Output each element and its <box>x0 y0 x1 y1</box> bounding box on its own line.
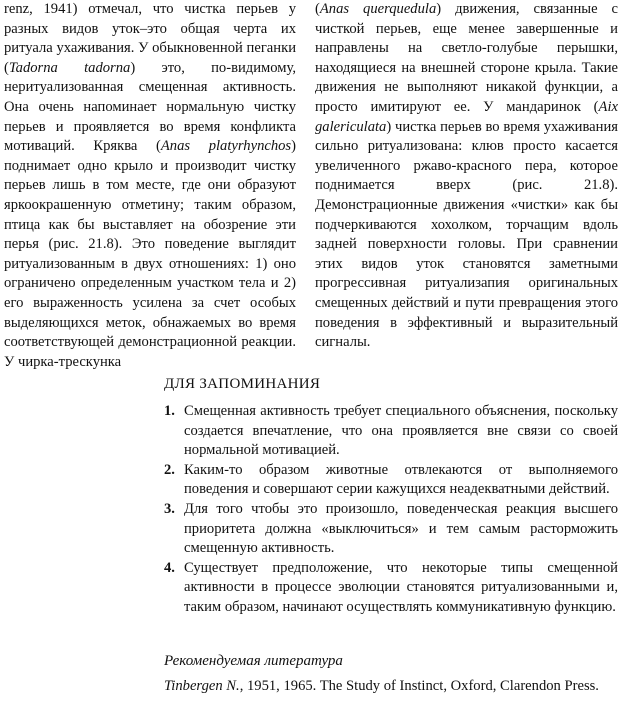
species-name: Anas querquedula <box>319 1 437 17</box>
reference-details: , 1951, 1965. The Study of Instinct, Oxford, Clarendon Press. <box>239 678 599 694</box>
item-text: Смещенная активность требует специального объяснения, поскольку создается впечатление, что она проявляется вне связи со своей нормальной мотивацией. <box>184 403 618 459</box>
item-text: Каким-то образом животные отвлекаются от выполняемого поведения и совершают серии кажущихся неадекватными действий. <box>184 461 618 498</box>
item-number: 1. <box>164 403 175 419</box>
list-item <box>164 402 618 461</box>
text-run: ) поднимает одно крыло и производит чистку перьев лишь в том месте, где они образуют яркоокрашенную отметину; таким образом, птица как бы выставляет на обозрение эти перья (рис. 21.8). Это поведение выглядит ритуализованным в двух отношениях: 1) оно ограничено определенным участком тела и 2) его выраженность усилена за счет особых выделяющихся меток, обнажаемых во время соответствующей демонстрационной реакции. У чирка-трескунка <box>4 138 296 370</box>
species-name: Aix galericulata <box>315 98 618 135</box>
paragraph <box>315 0 618 353</box>
text-run: ( <box>315 1 320 17</box>
item-number: 3. <box>164 500 175 517</box>
item-number: 2. <box>164 461 175 478</box>
remember-list <box>164 402 618 618</box>
paragraph <box>4 0 296 372</box>
remember-section-title: ДЛЯ ЗАПОМИНАНИЯ <box>164 376 321 392</box>
left-text-column <box>4 0 296 372</box>
text-run: ) движения, связанные с чисткой перьев, еще менее завершенные и направлены на светло-голубые перышки, находящиеся на внешней стороне крыла. Такие движения не выполняют никакой функции, а просто имитируют ее. У мандаринок ( <box>315 1 619 115</box>
item-text: Для того чтобы это произошло, поведенческая реакция высшего приоритета должна «выключиться» и тем самым расторможить смещенную активность. <box>184 500 618 557</box>
right-text-column <box>315 0 618 353</box>
item-number: 4. <box>164 559 175 576</box>
list-item <box>164 559 618 618</box>
text-run: renz, 1941) отмечал, что чистка перьев у разных видов уток–это общая черта их ритуала ухаживания. У обыкновенной пеганки ( <box>4 1 296 76</box>
item-text: Существует предположение, что некоторые типы смещенной активности в процессе эволюции становятся ритуализованными и, таким образом, начинают осуществлять коммуникативную функцию. <box>184 559 618 615</box>
literature-reference <box>164 677 618 696</box>
list-item <box>164 461 618 500</box>
species-name: Tadorna tadorna <box>8 59 131 76</box>
species-name: Anas platyrhynchos <box>160 138 292 155</box>
literature-title: Рекомендуемая литература <box>164 653 343 669</box>
list-item <box>164 500 618 559</box>
text-run: ) это, по-видимому, неритуализованная смещенная активность. Она очень напоминает нормальную чистку перьев и проявляется во время конфликта мотиваций. Кряква ( <box>4 59 296 155</box>
text-run: ) чистка перьев во время ухаживания сильно ритуализована: клюв просто касается увеличенного ржаво-красного пера, которое поднимается вверх (рис. 21.8). Демонстрационные движения «чистки» как бы подчеркиваются хохолком, торчащим вдоль задней поверхности головы. При сравнении этих видов уток становятся заметными прогрессивная ритуализапия оригинальных смещенных действий и пути превращения этого поведения в эффективный и выразительный сигналы. <box>315 118 618 351</box>
reference-author: Tinbergen N. <box>164 678 240 694</box>
